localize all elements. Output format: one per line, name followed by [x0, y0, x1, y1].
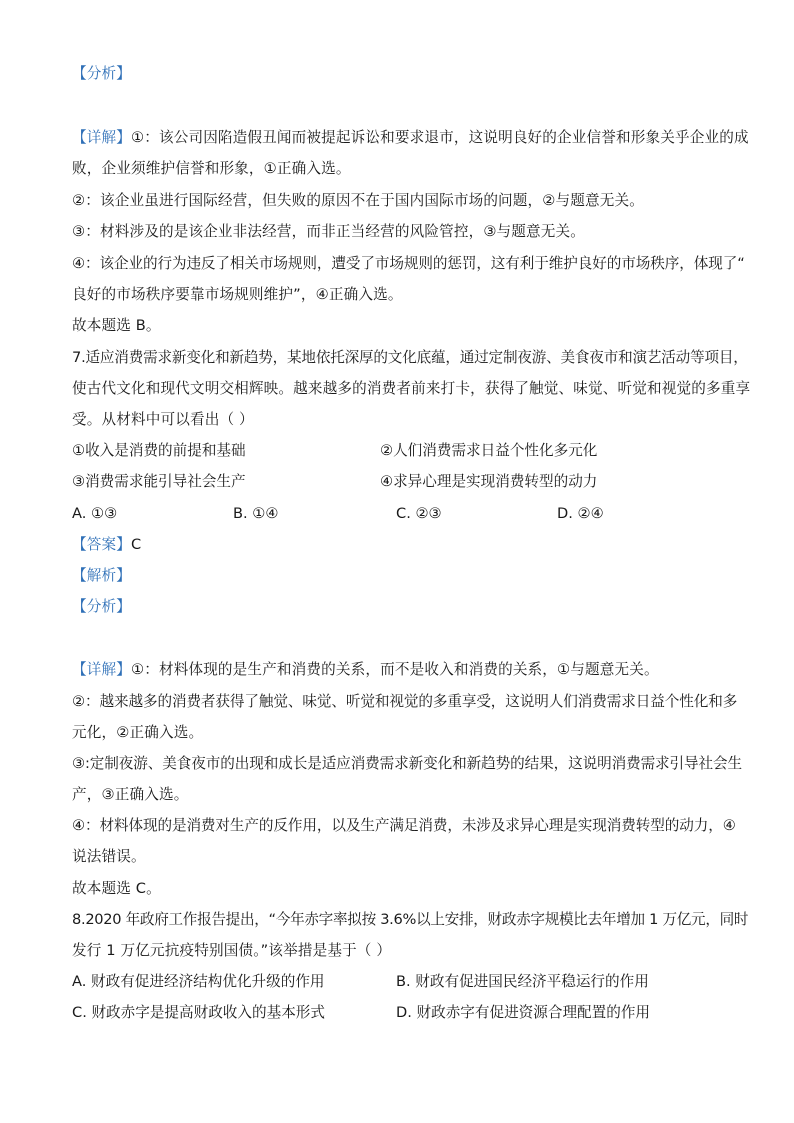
q6-conclusion: 故本题选 B。 — [72, 317, 161, 334]
q7-stem-line-2: 使古代文化和现代文明交相辉映。越来越多的消费者前来打卡，获得了触觉、味觉、听觉和视觉的多重享 — [72, 380, 751, 397]
q7-choice-b: B. ①④ — [233, 505, 279, 522]
q6-detail-line-5: ④：该企业的行为违反了相关市场规则，遭受了市场规则的惩罚，这有利于维护良好的市场秩序，体现了“ — [72, 255, 745, 272]
q7-detail-line-5: 产，③正确入选。 — [72, 786, 189, 803]
q7-detail-line-6: ④：材料体现的是消费对生产的反作用，以及生产满足消费，未涉及求异心理是实现消费转型的动力，④ — [72, 817, 736, 834]
q7-statement-2: ②人们消费需求日益个性化多元化 — [380, 442, 598, 459]
q7-detail-line-2: ②：越来越多的消费者获得了触觉、味觉、听觉和视觉的多重享受，这说明人们消费需求日益个性化和多 — [72, 693, 738, 710]
q6-detail-line-6: 良好的市场秩序要靠市场规则维护”，④正确入选。 — [72, 286, 403, 303]
q8-stem-line-1: 8.2020 年政府工作报告提出，“今年赤字率拟按 3.6%以上安排，财政赤字规模比去年增加 1 万亿元，同时 — [72, 911, 749, 928]
q7-choice-d: D. ②④ — [557, 505, 604, 522]
q7-conclusion: 故本题选 C。 — [72, 880, 161, 897]
q6-detail-tag: 【详解】 — [72, 129, 131, 146]
q7-analysis-tag: 【分析】 — [72, 598, 131, 615]
q7-answer-tag: 【答案】 — [72, 536, 131, 553]
q6-detail-line-2: 败，企业须维护信誉和形象，①正确入选。 — [72, 160, 351, 177]
q7-choice-c: C. ②③ — [396, 505, 442, 522]
q7-explain-tag: 【解析】 — [72, 567, 131, 584]
q7-choice-a: A. ①③ — [72, 505, 118, 522]
q7-stem-line-1: 7.适应消费需求新变化和新趋势，某地依托深厚的文化底蕴，通过定制夜游、美食夜市和演艺活动等项目， — [72, 349, 748, 366]
q7-statement-1: ①收入是消费的前提和基础 — [72, 442, 246, 459]
q8-choice-c: C. 财政赤字是提高财政收入的基本形式 — [72, 1004, 325, 1021]
q8-choice-a: A. 财政有促进经济结构优化升级的作用 — [72, 973, 325, 990]
q7-detail-line-7: 说法错误。 — [72, 848, 146, 865]
q6-detail-text-1: ①：该公司因陷造假丑闻而被提起诉讼和要求退市，这说明良好的企业信誉和形象关乎企业的成 — [130, 129, 749, 146]
q6-analysis-tag: 【分析】 — [72, 65, 131, 82]
q7-stem-line-3: 受。从材料中可以看出（ ） — [72, 411, 254, 428]
q7-detail-line-1 — [72, 660, 659, 680]
q7-detail-line-4: ③:定制夜游、美食夜市的出现和成长是适应消费需求新变化和新趋势的结果，这说明消费需求引导社会生 — [72, 755, 743, 772]
q7-detail-line-3: 元化，②正确入选。 — [72, 724, 204, 741]
q6-detail-line-3: ②：该企业虽进行国际经营，但失败的原因不在于国内国际市场的问题，②与题意无关。 — [72, 192, 644, 209]
q7-detail-tag: 【详解】 — [72, 661, 131, 678]
q7-statement-4: ④求异心理是实现消费转型的动力 — [380, 473, 598, 490]
q7-answer-line — [72, 535, 141, 555]
q6-detail-line-1 — [72, 128, 749, 148]
q8-choice-d: D. 财政赤字有促进资源合理配置的作用 — [396, 1004, 651, 1021]
q8-choice-b: B. 财政有促进国民经济平稳运行的作用 — [396, 973, 649, 990]
q7-statement-3: ③消费需求能引导社会生产 — [72, 473, 246, 490]
q6-detail-line-4: ③：材料涉及的是该企业非法经营，而非正当经营的风险管控，③与题意无关。 — [72, 223, 586, 240]
q7-detail-text-1: ①：材料体现的是生产和消费的关系，而不是收入和消费的关系，①与题意无关。 — [130, 661, 659, 678]
q8-stem-line-2: 发行 1 万亿元抗疫特别国债。”该举措是基于（ ） — [72, 942, 392, 959]
q7-answer-value: C — [130, 536, 142, 553]
